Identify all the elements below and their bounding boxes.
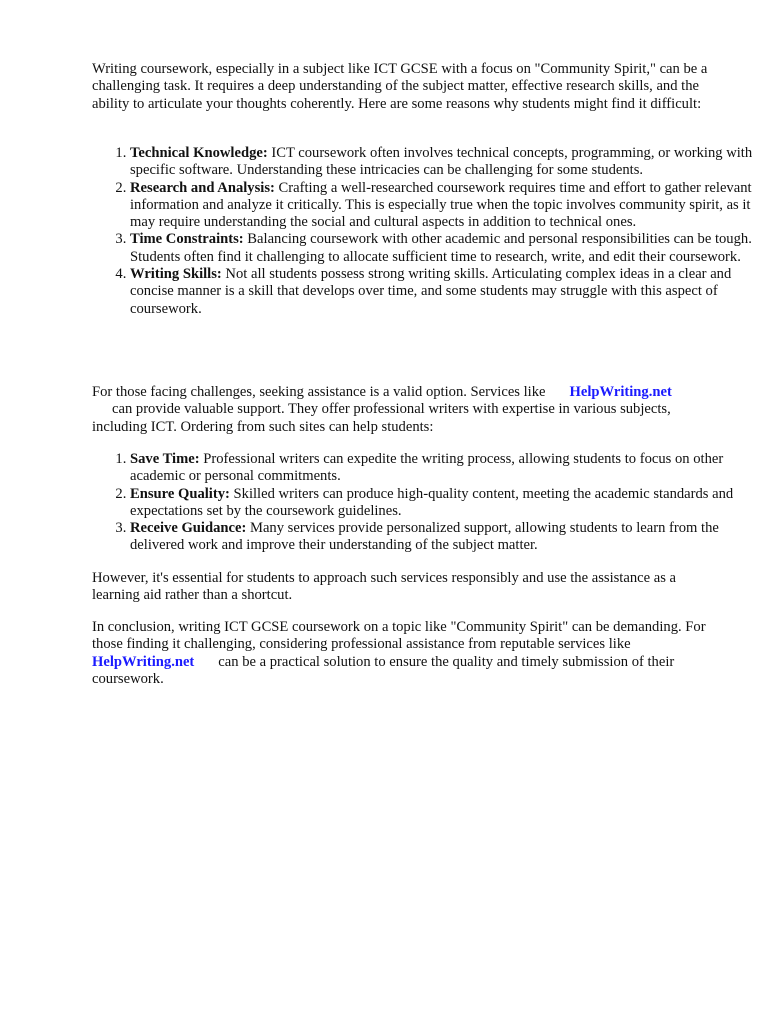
list-item: [130, 451, 760, 486]
benefits-list: [92, 451, 760, 555]
list-item-term: Receive Guidance:: [130, 520, 247, 537]
list-item-text: Skilled writers can produce high-quality content, meeting the academic standards and expectations set by the coursework guidelines.: [130, 485, 734, 519]
services-text-after: can provide valuable support. They offer professional writers with expertise in various subjects, including ICT. Ordering from such sites can help students:: [92, 401, 671, 435]
list-item-text: Not all students possess strong writing skills. Articulating complex ideas in a clear and concise manner is a skill that develops over time, and some students may struggle with this aspect of coursework.: [130, 266, 732, 317]
list-item: [130, 180, 760, 232]
list-item-text: Balancing coursework with other academic and personal responsibilities can be tough. Students often find it challenging to allocate sufficient time to research, write, and edit their coursework.: [130, 231, 752, 265]
caution-paragraph: However, it's essential for students to approach such services responsibly and use the assistance as a learning aid rather than a shortcut.: [92, 570, 677, 604]
list-item-text: Crafting a well-researched coursework requires time and effort to gather relevant information and analyze it critically. This is especially true when the topic involves community spirit, as it may require understanding the social and cultural aspects in addition to technical ones.: [130, 179, 752, 231]
list-item: [130, 486, 760, 521]
list-item-term: Research and Analysis:: [130, 179, 275, 196]
reasons-list: [92, 145, 760, 318]
conclusion-text-before: In conclusion, writing ICT GCSE coursework on a topic like "Community Spirit" can be demanding. For those finding it challenging, considering professional assistance from reputable services like: [92, 619, 706, 653]
list-item-text: Many services provide personalized support, allowing students to learn from the delivered work and improve their understanding of the subject matter.: [130, 520, 719, 554]
list-item: [130, 520, 760, 555]
list-item: [130, 231, 760, 266]
services-text-before: For those facing challenges, seeking assistance is a valid option. Services like: [92, 384, 546, 400]
conclusion-paragraph: [92, 619, 722, 688]
list-item-term: Time Constraints:: [130, 231, 244, 248]
intro-paragraph: Writing coursework, especially in a subject like ICT GCSE with a focus on "Community Spirit," can be a challenging task. It requires a deep understanding of the subject matter, effective research skills, and the ability to articulate your thoughts coherently. Here are some reasons why students might find it difficult:: [92, 61, 708, 112]
list-item-term: Ensure Quality:: [130, 485, 230, 502]
list-item-term: Technical Knowledge:: [130, 145, 268, 161]
list-item-term: Writing Skills:: [130, 266, 222, 283]
list-item-text: Professional writers can expedite the writing process, allowing students to focus on other academic or personal commitments.: [130, 451, 724, 485]
helpwriting-link[interactable]: HelpWriting.net: [92, 653, 195, 670]
list-item: [130, 266, 760, 318]
list-item-term: Save Time:: [130, 451, 200, 467]
list-item-text: ICT coursework often involves technical concepts, programming, or working with specific software. Understanding these intricacies can be challenging for some students.: [130, 145, 753, 179]
conclusion-text-after: can be a practical solution to ensure the quality and timely submission of their coursework.: [92, 653, 675, 687]
helpwriting-link[interactable]: HelpWriting.net: [569, 384, 672, 400]
list-item: [130, 145, 760, 180]
services-paragraph: [92, 384, 722, 436]
